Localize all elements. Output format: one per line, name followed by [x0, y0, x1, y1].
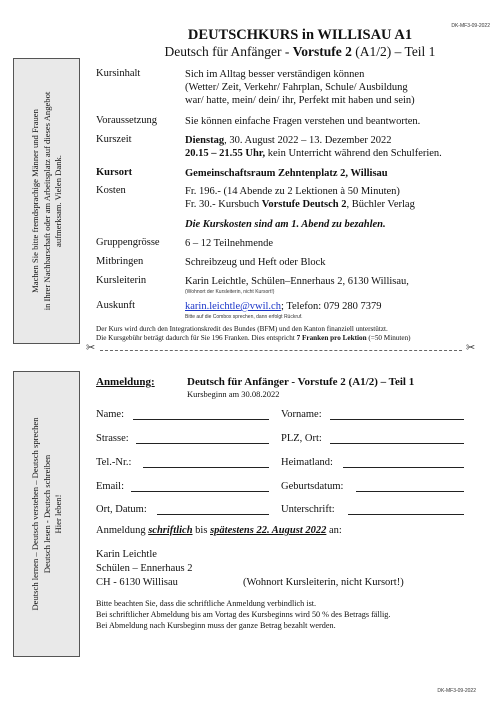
kursleiterin-label: Kursleiterin — [96, 275, 147, 286]
sidebar-box-bottom — [13, 371, 80, 657]
registration-course: Deutsch für Anfänger - Vorstufe 2 (A1/2) – Teil 1 — [187, 376, 415, 388]
ort-datum-label: Ort, Datum: — [96, 504, 147, 515]
tel-field[interactable] — [143, 467, 269, 468]
kurszeit-value: Dienstag, 30. August 2022 – 13. Dezember 2022 20.15 – 21.55 Uhr, kein Unterricht während den Schulferien. — [185, 135, 442, 159]
finance-line-2: Die Kursgebühr beträgt dadurch für Sie 196 Franken. Dies entspricht 7 Franken pro Lektion (=50 Minuten) — [96, 334, 411, 342]
strasse-field[interactable] — [136, 443, 269, 444]
kursinhalt-value: Sich im Alltag besser verständigen können (Wetter/ Zeit, Verkehr/ Fahrplan, Schule/ Ausbildung war/ hatte, mein/ dein/ ihr, Perfekt mit haben und sein) — [185, 69, 415, 106]
kurszeit-label: Kurszeit — [96, 134, 132, 145]
plz-ort-field[interactable] — [330, 443, 464, 444]
cut-line — [100, 350, 462, 351]
address-city: CH - 6130 Willisau — [96, 577, 178, 588]
address-note: (Wohnort Kursleiterin, nicht Kursort!) — [243, 577, 404, 588]
scissors-icon-left: ✂ — [86, 342, 96, 354]
tel-label: Tel.-Nr.: — [96, 457, 132, 468]
name-label: Name: — [96, 409, 124, 420]
unterschrift-label: Unterschrift: — [281, 504, 335, 515]
sidebar-bottom-text: Deutsch lernen – Deutsch verstehen – Deutsch sprechen Deutsch lesen - Deutsch schreiben Hier leben! — [29, 417, 63, 611]
vorname-field[interactable] — [330, 419, 464, 420]
document-code-bottom: DK-MF3-09-2022 — [437, 688, 476, 694]
kosten-payment-note: Die Kurskosten sind am 1. Abend zu bezahlen. — [185, 219, 386, 230]
mitbringen-value: Schreibzeug und Heft oder Block — [185, 257, 326, 268]
vorname-label: Vorname: — [281, 409, 322, 420]
heimatland-label: Heimatland: — [281, 457, 333, 468]
email-label: Email: — [96, 481, 124, 492]
kosten-label: Kosten — [96, 185, 126, 196]
sidebar-top-text: Machen Sie bitte fremdsprachige Männer und Frauen in Ihrer Nachbarschaft oder am Arbeitsplatz auf dieses Angebot aufmerksam. Vielen Dank. — [29, 91, 63, 311]
heimatland-field[interactable] — [343, 467, 464, 468]
document-code-top: DK-MF3-09-2022 — [451, 23, 490, 29]
strasse-label: Strasse: — [96, 433, 129, 444]
note-line-1: Bitte beachten Sie, dass die schriftliche Anmeldung verbindlich ist. — [96, 599, 317, 608]
note-line-3: Bei Abmeldung nach Kursbeginn muss der ganze Betrag bezahlt werden. — [96, 621, 336, 630]
geburtsdatum-field[interactable] — [356, 491, 464, 492]
registration-instruction: Anmeldung schriftlich bis spätestens 22. August 2022 an: — [96, 525, 342, 536]
scissors-icon-right: ✂ — [466, 342, 476, 354]
address-name: Karin Leichtle — [96, 549, 157, 560]
address-street: Schülen – Ennerhaus 2 — [96, 563, 193, 574]
kosten-value: Fr. 196.- (14 Abende zu 2 Lektionen à 50 Minuten) Fr. 30.- Kursbuch Vorstufe Deutsch 2, Büchler Verlag — [185, 186, 415, 210]
kursinhalt-label: Kursinhalt — [96, 68, 141, 79]
auskunft-label: Auskunft — [96, 300, 136, 311]
kursleiterin-value: Karin Leichtle, Schülen–Ennerhaus 2, 6130 Willisau, — [185, 276, 409, 287]
voraussetzung-value: Sie können einfache Fragen verstehen und beantworten. — [185, 116, 421, 127]
kursleiterin-note: (Wohnort der Kursleiterin, nicht Kursort!) — [185, 289, 275, 295]
auskunft-note: Bitte auf die Combox sprechen, dann erfolgt Rückruf. — [185, 314, 303, 320]
kursort-label: Kursort — [96, 167, 133, 178]
note-line-2: Bei schriftlicher Abmeldung bis am Vortag des Kursbeginns wird 50 % des Betrags fällig. — [96, 610, 391, 619]
geburtsdatum-label: Geburtsdatum: — [281, 481, 344, 492]
sidebar-box-top — [13, 58, 80, 344]
ort-datum-field[interactable] — [157, 514, 269, 515]
email-link[interactable]: karin.leichtle@vwil.ch — [185, 301, 281, 312]
email-field[interactable] — [131, 491, 269, 492]
kursort-value: Gemeinschaftsraum Zehntenplatz 2, Willisau — [185, 168, 388, 179]
voraussetzung-label: Voraussetzung — [96, 115, 158, 126]
name-field[interactable] — [133, 419, 269, 420]
unterschrift-field[interactable] — [348, 514, 464, 515]
gruppengroesse-value: 6 – 12 Teilnehmende — [185, 238, 274, 249]
gruppengroesse-label: Gruppengrösse — [96, 237, 160, 248]
registration-heading: Anmeldung: — [96, 376, 155, 388]
page-title: DEUTSCHKURS in WILLISAU A1 — [187, 27, 413, 43]
page-subtitle: Deutsch für Anfänger - Vorstufe 2 (A1/2) – Teil 1 — [164, 44, 436, 59]
mitbringen-label: Mitbringen — [96, 256, 144, 267]
auskunft-value: karin.leichtle@vwil.ch; Telefon: 079 280 7379 — [185, 301, 382, 312]
plz-ort-label: PLZ, Ort: — [281, 433, 322, 444]
finance-line-1: Der Kurs wird durch den Integrationskredit des Bundes (BFM) und den Kanton finanziell unterstützt. — [96, 325, 388, 333]
registration-start: Kursbeginn am 30.08.2022 — [187, 389, 280, 399]
